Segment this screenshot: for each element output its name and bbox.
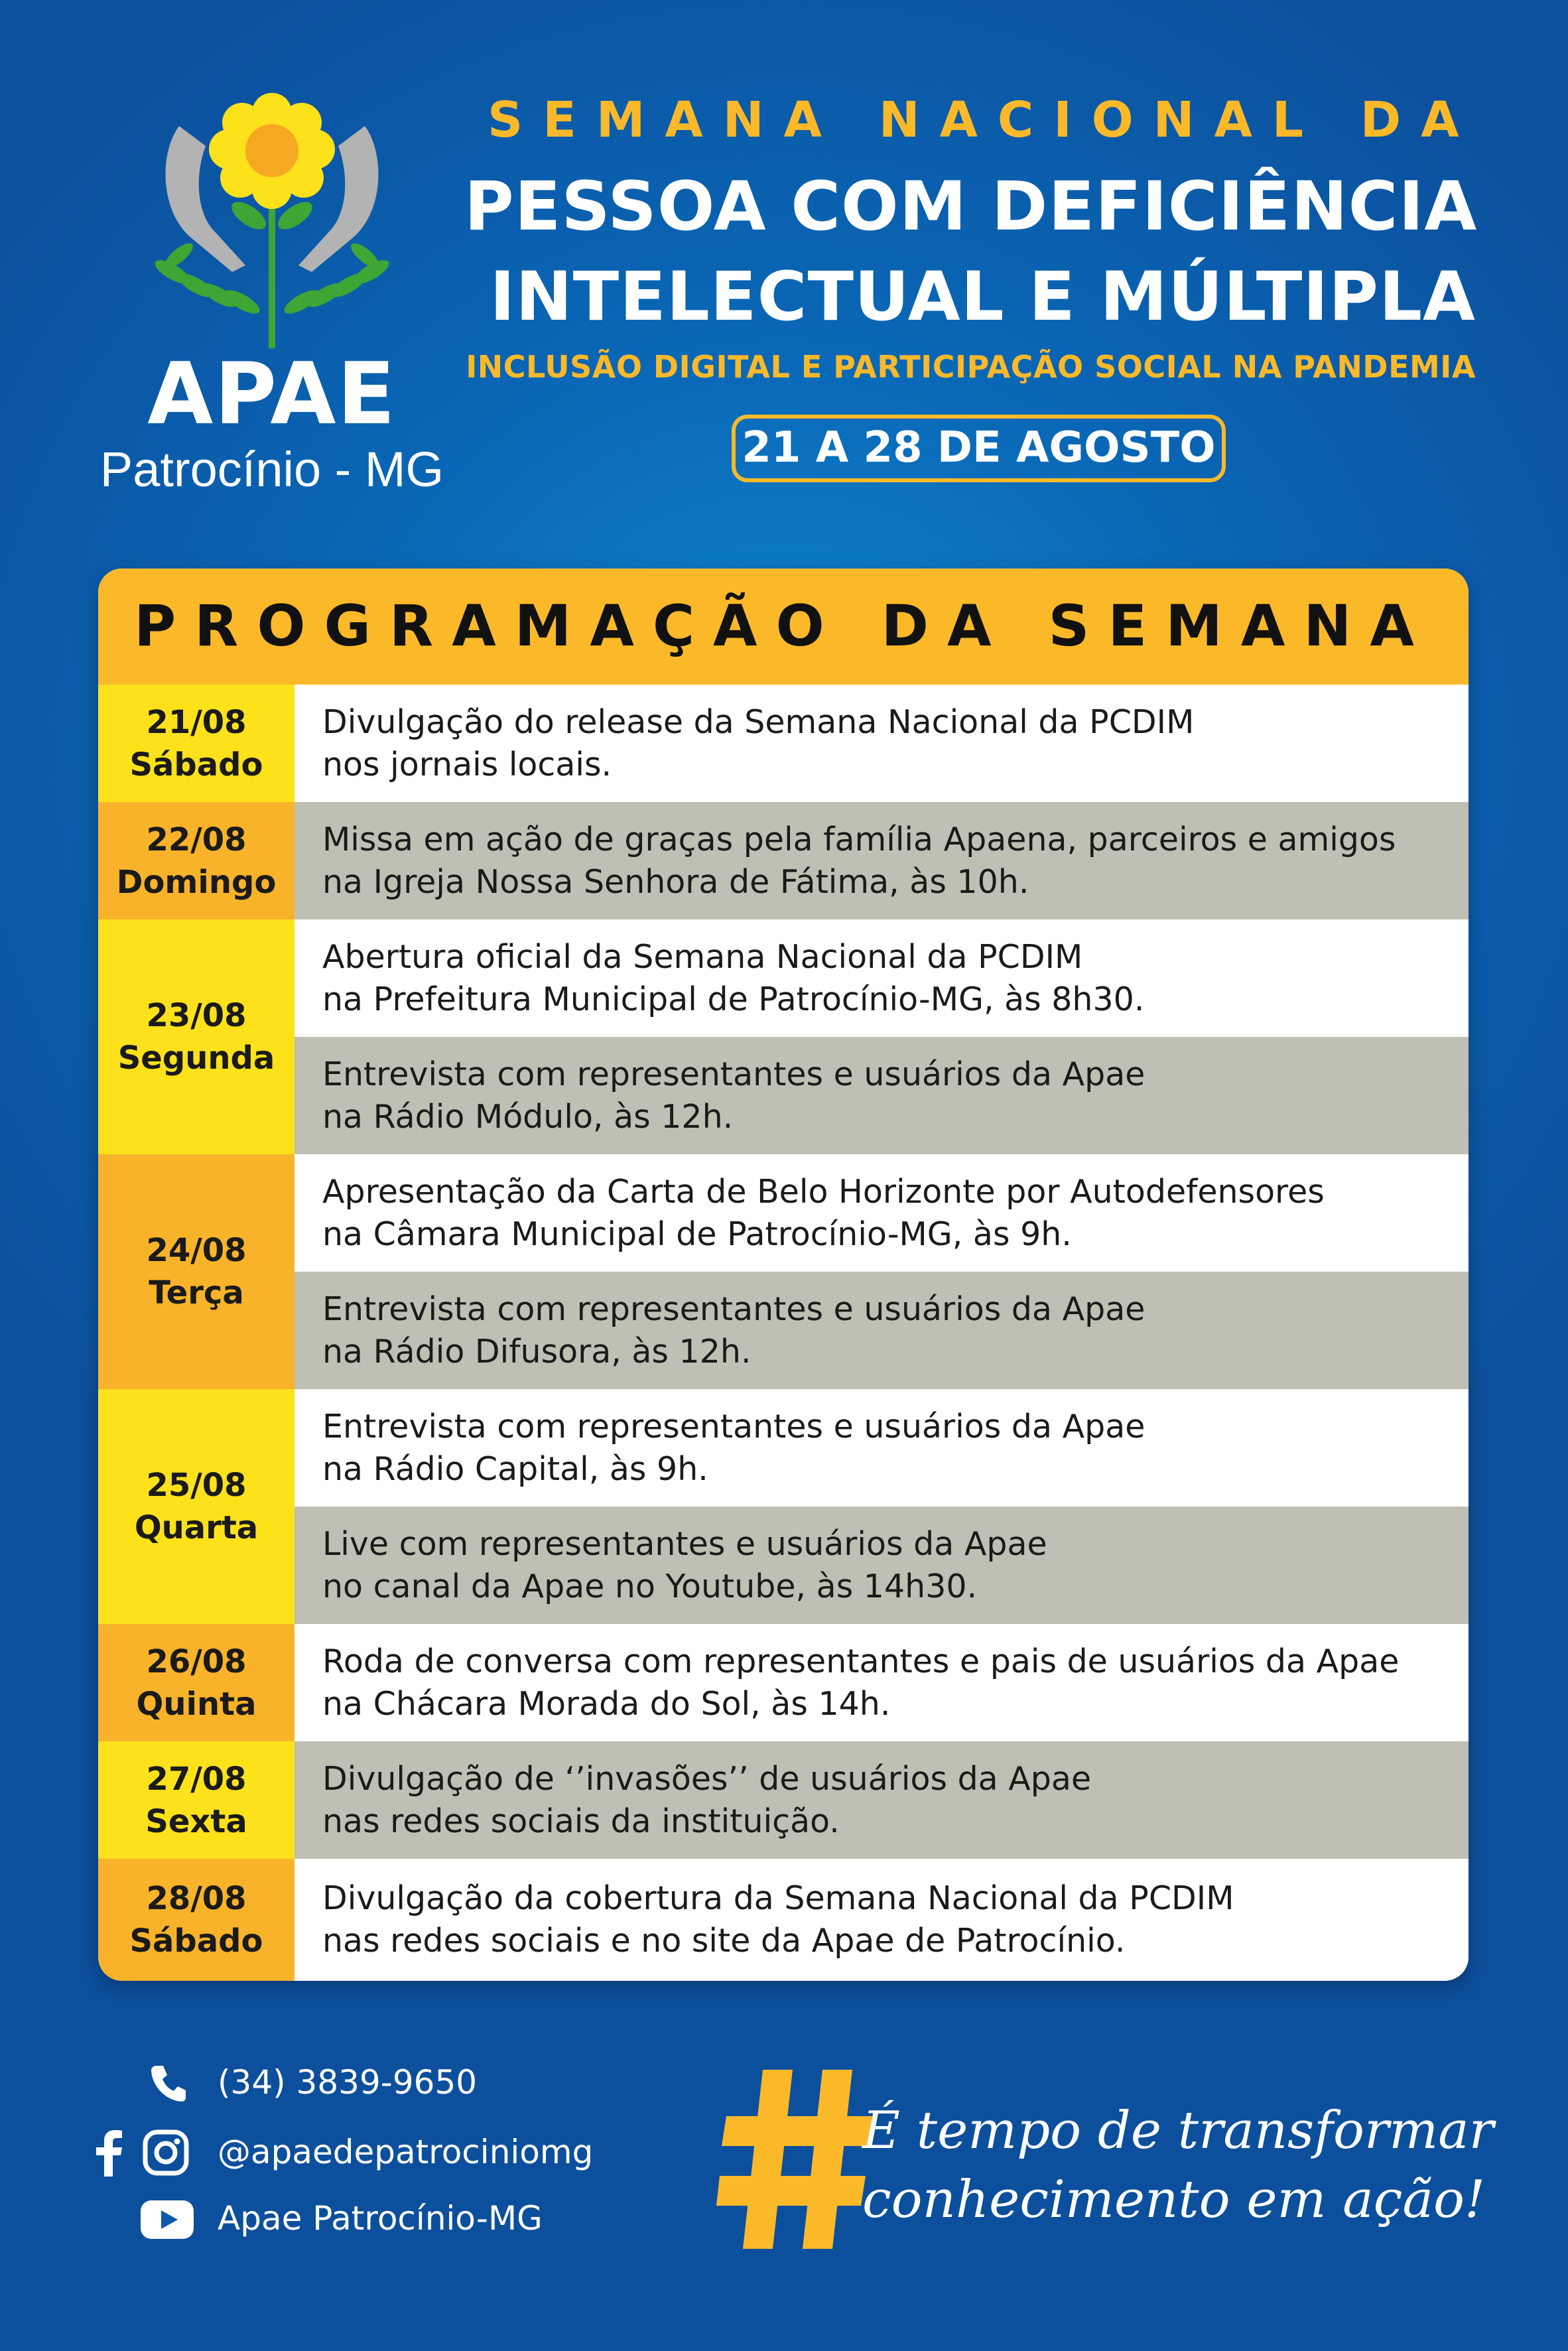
slogan-line1: É tempo de transformar — [862, 2101, 1494, 2161]
day-cell-25-08 — [98, 1389, 294, 1624]
day-weekday: Quinta — [136, 1685, 257, 1723]
day-date: 24/08 — [146, 1232, 247, 1269]
day-weekday: Segunda — [117, 1040, 275, 1077]
event-row — [294, 685, 1469, 802]
day-cell-23-08 — [98, 919, 294, 1154]
day-weekday: Domingo — [116, 863, 277, 901]
schedule-title: PROGRAMAÇÃO DA SEMANA — [98, 569, 1469, 685]
event-line2: na Rádio Capital, às 9h. — [322, 1449, 708, 1488]
day-cell-22-08 — [98, 802, 294, 919]
facebook-icon — [93, 2130, 123, 2177]
day-weekday: Sábado — [129, 746, 263, 783]
event-line2: na Rádio Difusora, às 12h. — [322, 1332, 751, 1371]
header-title-line1: PESSOA COM DEFICIÊNCIA — [464, 167, 1478, 246]
event-line1: Live com representantes e usuários da Apae — [322, 1524, 1047, 1563]
hashtag-icon — [716, 2063, 876, 2255]
event-line2: nos jornais locais. — [322, 745, 612, 783]
event-line1: Divulgação da cobertura da Semana Nacional da PCDIM — [322, 1879, 1234, 1917]
event-line1: Entrevista com representantes e usuários da Apae — [322, 1055, 1145, 1093]
header-kicker: SEMANA NACIONAL DA — [488, 92, 1479, 149]
day-cell-27-08 — [98, 1741, 294, 1859]
event-row — [294, 1741, 1469, 1859]
phone-number: (34) 3839-9650 — [218, 2063, 478, 2102]
event-line2: na Câmara Municipal de Patrocínio-MG, às 9h. — [322, 1215, 1072, 1253]
day-cell-24-08 — [98, 1154, 294, 1389]
event-row — [294, 1859, 1469, 1981]
apae-flower-hands-logo-icon — [133, 86, 411, 352]
youtube-channel: Apae Patrocínio-MG — [218, 2199, 543, 2238]
day-date: 28/08 — [146, 1880, 247, 1917]
event-row — [294, 1507, 1469, 1624]
instagram-icon — [142, 2129, 190, 2177]
youtube-icon — [141, 2200, 194, 2239]
apae-logo — [93, 86, 451, 498]
slogan — [862, 2096, 1494, 2234]
slogan-line2: conhecimento em ação! — [862, 2170, 1486, 2230]
day-date: 27/08 — [146, 1760, 247, 1798]
day-cell-28-08 — [98, 1859, 294, 1981]
phone-icon — [147, 2062, 190, 2104]
day-cell-26-08 — [98, 1624, 294, 1741]
event-line2: na Chácara Morada do Sol, às 14h. — [322, 1684, 891, 1723]
schedule-table — [98, 569, 1469, 1981]
day-date: 25/08 — [146, 1467, 247, 1504]
day-date: 22/08 — [146, 821, 247, 858]
event-row — [294, 919, 1469, 1037]
event-row — [294, 1154, 1469, 1272]
event-line1: Entrevista com representantes e usuários da Apae — [322, 1290, 1145, 1328]
event-line1: Divulgação de ‘’invasões’’ de usuários da Apae — [322, 1759, 1092, 1798]
event-line2: no canal da Apae no Youtube, às 14h30. — [322, 1567, 978, 1605]
event-line2: na Prefeitura Municipal de Patrocínio-MG, às 8h30. — [322, 980, 1145, 1018]
day-date: 23/08 — [146, 997, 247, 1034]
event-row — [294, 1389, 1469, 1507]
event-line2: na Igreja Nossa Senhora de Fátima, às 10h. — [322, 862, 1029, 901]
header-title-line2: INTELECTUAL E MÚLTIPLA — [490, 257, 1476, 336]
event-line1: Divulgação do release da Semana Nacional da PCDIM — [322, 703, 1195, 741]
event-line2: na Rádio Módulo, às 12h. — [322, 1097, 734, 1136]
event-row — [294, 1272, 1469, 1389]
day-date: 26/08 — [146, 1643, 247, 1680]
event-line2: nas redes sociais da instituição. — [322, 1802, 840, 1840]
day-date: 21/08 — [146, 703, 247, 741]
logo-city: Patrocínio - MG — [99, 442, 444, 497]
event-line1: Entrevista com representantes e usuários da Apae — [322, 1407, 1145, 1445]
day-weekday: Terça — [149, 1274, 244, 1311]
event-line2: nas redes sociais e no site da Apae de Patrocínio. — [322, 1922, 1126, 1960]
event-line1: Apresentação da Carta de Belo Horizonte por Autodefensores — [322, 1172, 1325, 1211]
day-cell-21-08 — [98, 685, 294, 802]
social-handle: @apaedepatrociniomg — [218, 2133, 594, 2171]
day-weekday: Quarta — [134, 1509, 259, 1546]
event-row — [294, 1624, 1469, 1741]
logo-name: APAE — [147, 345, 397, 444]
event-line1: Roda de conversa com representantes e pais de usuários da Apae — [322, 1642, 1400, 1680]
event-row — [294, 1037, 1469, 1154]
date-range-badge: 21 A 28 DE AGOSTO — [732, 415, 1226, 482]
day-weekday: Sexta — [145, 1802, 247, 1840]
event-line1: Abertura oficial da Semana Nacional da PCDIM — [322, 937, 1083, 976]
day-weekday: Sábado — [129, 1922, 263, 1960]
event-line1: Missa em ação de graças pela família Apaena, parceiros e amigos — [322, 820, 1396, 858]
header-subtitle: INCLUSÃO DIGITAL E PARTICIPAÇÃO SOCIAL NA PANDEMIA — [466, 349, 1476, 385]
event-row — [294, 802, 1469, 919]
